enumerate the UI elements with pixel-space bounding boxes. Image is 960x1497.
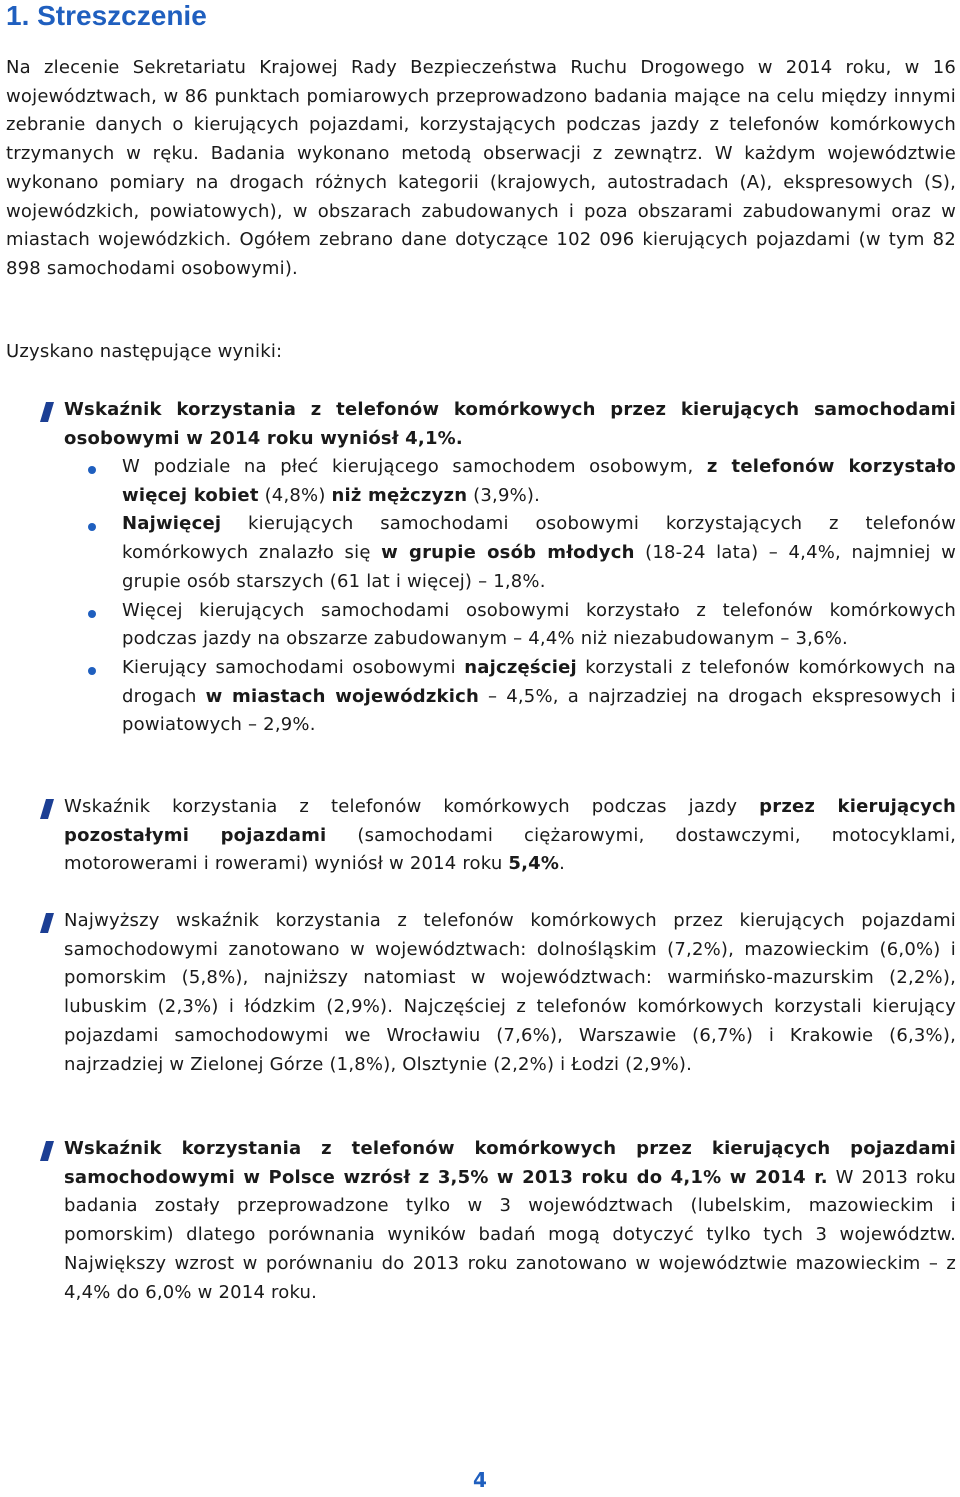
bullet-dot-icon [88,523,96,531]
intro-paragraph: Na zlecenie Sekretariatu Krajowej Rady Bezpieczeństwa Ruchu Drogowego w 2014 roku, w 16 województwach, w 86 punktach pomiarowych przeprowadzono badania mające na celu między innymi zebranie danych o kierujących pojazdami, korzystających podczas jazdy z telefonów komórkowych trzymanych w ręku. Badania wykonano metodą obserwacji z zewnątrz. W każdym województwie wykonano pomiary na drogach różnych kategorii (krajowych, autostradach (A), ekspresowych (S), wojewódzkich, powiatowych), w obszarach zabudowanych i poza obszarami zabudowanymi oraz w miastach wojewódzkich. Ogółem zebrano dane dotyczące 102 096 kierujących pojazdami (w tym 82 898 samochodami osobowymi). [6,57,956,279]
bullet-dot-icon [88,667,96,675]
bullet-dot-icon [88,466,96,474]
section-4-paragraph: Wskaźnik korzystania z telefonów komórkowych przez kierujących pojazdami samochodowymi w Polsce wzrósł z 3,5% w 2013 roku do 4,1% w 2014 r. W 2013 roku badania zostały przeprowadzone tylko w 3 województwach (lubelskim, mazowieckim i pomorskim) dlatego porównania wyników badań mogą dotyczyć tylko tych 3 województw. Największy wzrost w porównaniu do 2013 roku zanotowano w województwie mazowieckim – z 4,4% do 6,0% w 2014 roku. [64,1138,957,1303]
list-item [64,453,956,510]
page-number: 4 [473,1468,487,1492]
list-item [64,510,956,596]
list-item [64,654,956,740]
bullet-text: Więcej kierujących samochodami osobowymi korzystało z telefonów komórkowych podczas jazdy na obszarze zabudowanym – 4,4% niż niezabudowanym – 3,6%. [122,599,956,650]
bullet-text: W podziale na płeć kierującego samochodem osobowym, z telefonów korzystało więcej kobiet (4,8%) niż mężczyzn (3,9%). [122,456,956,506]
slanted-bar-icon [40,1141,54,1161]
section-1-heading: Wskaźnik korzystania z telefonów komórkowych przez kierujących samochodami osobowymi w 2014 roku wyniósł 4,1%. [64,399,956,449]
slanted-bar-icon [40,402,54,422]
page-title: 1. Streszczenie [6,0,207,31]
slanted-bar-icon [40,799,54,819]
list-item [64,597,956,654]
bullet-dot-icon [88,610,96,618]
slanted-bar-icon [40,913,54,933]
section-1-bullets [64,453,956,740]
section-2-paragraph: Wskaźnik korzystania z telefonów komórkowych podczas jazdy przez kierujących pozostałymi pojazdami (samochodami ciężarowymi, dostawczymi, motocyklami, motorowerami i rowerami) wyniósł w 2014 roku 5,4%. [64,796,957,875]
bullet-text: Kierujący samochodami osobowymi najczęściej korzystali z telefonów komórkowych na drogach w miastach wojewódzkich – 4,5%, a najrzadziej na drogach ekspresowych i powiatowych – 2,9%. [122,656,957,736]
section-3-paragraph: Najwyższy wskaźnik korzystania z telefonów komórkowych przez kierujących pojazdami samochodowymi zanotowano w województwach: dolnośląskim (7,2%), mazowieckim (6,0%) i pomorskim (5,8%), najniższy natomiast w województwach: warmińsko-mazurskim (2,2%), lubuskim (2,3%) i łódzkim (2,9%). Najczęściej z telefonów komórkowych korzystali kierujący pojazdami samochodowymi we Wrocławiu (7,6%), Warszawie (6,7%) i Krakowie (6,3%), najrzadziej w Zielonej Górze (1,8%), Olsztynie (2,2%) i Łodzi (2,9%). [64,910,956,1075]
results-lead: Uzyskano następujące wyniki: [6,341,283,362]
bullet-text: Najwięcej kierujących samochodami osobowymi korzystających z telefonów komórkowych znalazło się w grupie osób młodych (18-24 lata) – 4,4%, najmniej w grupie osób starszych (61 lat i więcej) – 1,8%. [122,513,956,592]
